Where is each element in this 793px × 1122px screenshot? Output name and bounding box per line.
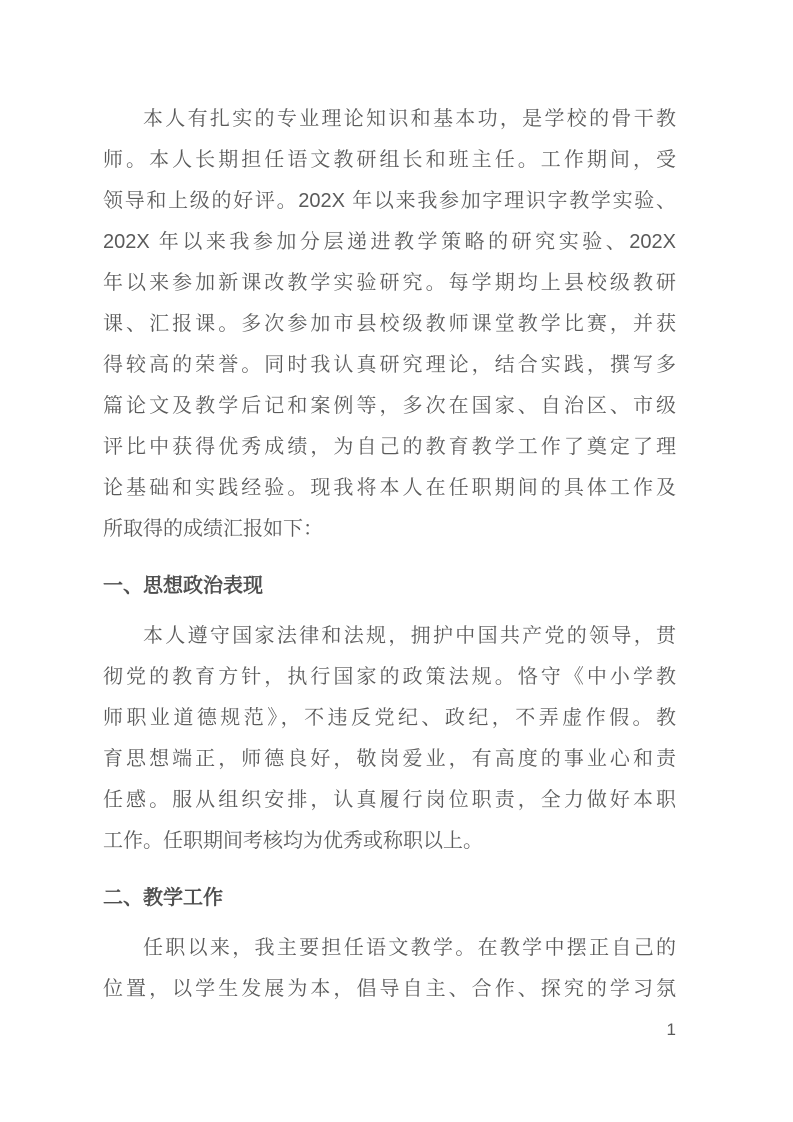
text-line: 论基础和实践经验。现我将本人在任职期间的具体工作及 [103,477,676,499]
text-line: 位置，以学生发展为本，倡导自主、合作、探究的学习氛 [103,978,676,1000]
paragraph [103,928,676,1010]
page-number: 1 [666,1020,676,1039]
text-line: 工作。任职期间考核均为优秀或称职以上。 [103,830,483,852]
text-line: 年以来参加新课改教学实验研究。每学期均上县校级教研 [103,272,676,294]
text-line: 领导和上级的好评。202X 年以来我参加字理识字教学实验、 [103,190,676,212]
text-line: 评比中获得优秀成绩，为自己的教育教学工作了奠定了理 [103,436,676,458]
text-line: 篇论文及教学后记和案例等，多次在国家、自治区、市级 [103,395,676,417]
text-line: 师。本人长期担任语文教研组长和班主任。工作期间，受 [103,149,676,171]
text-line: 任感。服从组织安排，认真履行岗位职责，全力做好本职 [103,789,676,811]
document-body [103,99,676,1010]
page-footer [103,1020,676,1040]
text-line: 所取得的成绩汇报如下： [103,518,323,540]
text-line: 彻党的教育方针，执行国家的政策法规。恪守《中小学教 [103,666,676,688]
text-line: 本人有扎实的专业理论知识和基本功，是学校的骨干教 [143,108,676,130]
text-line: 本人遵守国家法律和法规，拥护中国共产党的领导，贯 [143,625,676,647]
paragraph [103,99,676,550]
text-line: 育思想端正，师德良好，敬岗爱业，有高度的事业心和责 [103,748,676,770]
text-line: 师职业道德规范》，不违反党纪、政纪，不弄虚作假。教 [103,707,676,729]
text-line: 得较高的荣誉。同时我认真研究理论，结合实践，撰写多 [103,354,676,376]
section-heading: 一、思想政治表现 [103,575,263,597]
text-line: 课、汇报课。多次参加市县校级教师课堂教学比赛，并获 [103,313,676,335]
section-heading: 二、教学工作 [103,887,223,909]
paragraph [103,616,676,862]
text-line: 任职以来，我主要担任语文教学。在教学中摆正自己的 [143,937,676,959]
text-line: 202X 年以来我参加分层递进教学策略的研究实验、202X [103,231,676,253]
